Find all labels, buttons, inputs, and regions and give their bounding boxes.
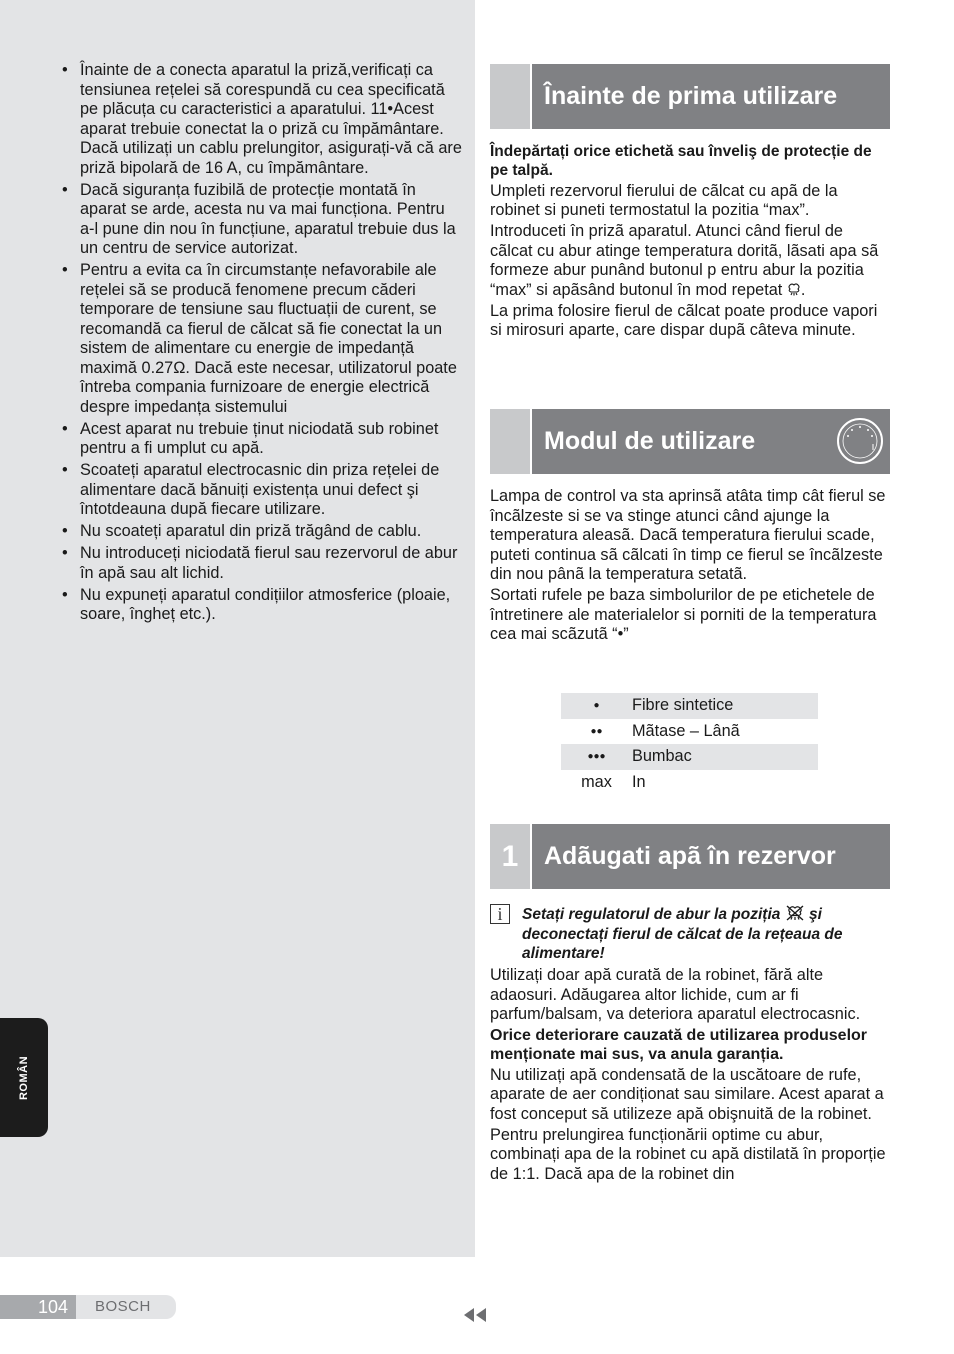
section-header-first-use [490, 64, 890, 129]
section-number-tab [490, 64, 530, 129]
info-icon: i [490, 904, 510, 924]
bullet-item: • Acest aparat nu trebuie ținut niciodată sub robinet pentru a fi umplut cu apă. [62, 420, 462, 459]
temperature-symbol: max [581, 772, 612, 791]
bullet-item: • Dacă siguranța fuzibilă de protecție montată în aparat se arde, acesta nu va mai funcționa. Pentru a-l pune din nou în funcțiune, aparatul trebuie dus la un centru de service autorizat. [62, 181, 462, 259]
section-number-tab [490, 409, 530, 474]
section-title-bar [530, 824, 890, 889]
temperature-table [561, 693, 818, 795]
paragraph: Introduceti în prizã aparatul. Atunci când fierul de cãlcat cu abur atinge temperatura doritã, lãsati apa sã formeze abur punând butonul p entru abur la pozitia “max” si apãsând butonul în mod repetat . [490, 222, 879, 299]
section-title: Înainte de prima utilizare [544, 82, 838, 110]
section-header-add-water [490, 824, 890, 889]
bold-intro: Îndepărtați orice etichetă sau înveliş de protecție de pe talpă. [490, 143, 872, 179]
fabric-label: Fibre sintetice [632, 693, 818, 719]
warning-bold: Orice deteriorare cauzată de utilizarea produselor menționate mai sus, va anula garanția. [490, 1027, 868, 1063]
paragraph: Lampa de control va sta aprinsã atâta timp cât fierul se încãlzeste si se va stinge atunci când ajunge la temperatura aleasã. Dacã temperatura fierului scade, puteti continua sã cãlcati în timp ce fierul se încãlzeste din nou pânã la temperatura setatã. [490, 487, 886, 583]
bullet-item: • Nu introduceți niciodată fierul sau rezervorul de abur în apă sau alt lichid. [62, 544, 462, 583]
page-number-badge [0, 1295, 76, 1319]
paragraph: Umpleti rezervorul fierului de cãlcat cu apã de la robinet si puneti termostatul la pozitia “max”. [490, 181, 838, 219]
temperature-symbol: ●●● [561, 744, 632, 770]
fabric-label: Bumbac [632, 744, 818, 770]
bullet-item: • Scoateți aparatul electrocasnic din priza rețelei de alimentare dacă bănuiți existența unui defect şi întotdeauna după fiecare utilizare. [62, 461, 462, 520]
temperature-symbol: ● [561, 693, 632, 719]
table-row [561, 693, 818, 719]
paragraph: Sortati rufele pe baza simbolurilor de pe etichetele de întretinere ale materialelor si porniti de la temperatura cea mai scãzutã “•” [490, 586, 877, 643]
section-body-usage [490, 487, 890, 646]
steam-burst-icon [787, 283, 801, 296]
left-panel [0, 0, 475, 1257]
language-tab [0, 1018, 48, 1137]
brand-badge [76, 1295, 176, 1319]
paragraph: La prima folosire fierul de cãlcat poate produce vapori si mirosuri aparte, care dispar dupã câteva minute. [490, 301, 878, 339]
paragraph: Nu utilizați apă condensată de la uscătoare de rufe, aparate de aer condiționat sau similare. Acest aparat a fost conceput să utilizeze apă obişnuită de la robinet. [490, 1065, 884, 1123]
section-number-tab: 1 [490, 824, 530, 889]
table-row [561, 744, 818, 770]
fabric-label: In [632, 772, 646, 791]
page-number: 104 [37, 1297, 68, 1317]
info-note: Setați regulatorul de abur la poziția şi deconectați fierul de călcat de la rețeaua de alimentare! [522, 906, 843, 962]
section-header-usage [490, 409, 890, 474]
bullet-item: • Nu expuneți aparatul condițiilor atmosferice (ploaie, soare, îngheț etc.). [62, 586, 462, 625]
section-title: Modul de utilizare [544, 427, 756, 455]
brand-name: BOSCH [95, 1298, 151, 1315]
safety-bullet-list [62, 61, 462, 627]
section-title-bar [530, 64, 890, 129]
bullet-item: • Înainte de a conecta aparatul la priză,verificați ca tensiunea rețelei să corespundă cu cea specificată pe plăcuța cu caracteristici a aparatului. 11•Acest aparat trebuie conectat la o priză cu împământare. Dacă utilizați un cablu prelungitor, asigurați-vă că are priză bipolară de 16 A, cu împământare. [62, 61, 462, 178]
section-title: Adãugati apã în rezervor [544, 842, 836, 870]
previous-page-icon[interactable] [462, 1306, 492, 1324]
paragraph: Utilizați doar apă curată de la robinet, fără alte adaosuri. Adăugarea altor lichide, cum ar fi parfum/balsam, va deteriora aparatul electrocasnic. [490, 966, 861, 1023]
table-row [561, 770, 818, 796]
language-tab-label: ROMÂN [18, 1055, 30, 1101]
bullet-item: • Nu scoateți aparatul din priză trăgând de cablu. [62, 522, 462, 542]
temperature-dial-icon [836, 417, 884, 465]
bullet-item: • Pentru a evita ca în circumstanțe nefavorabile ale rețelei să se producă fenomene precum căderi temporare de tensiune sau fluctuații de curent, se recomandă ca fierul de călcat să fie conectat la un sistem de alimentare cu energie de impedanță maximă 0.27Ω. Dacă este necesar, utilizatorul poate întreba compania furnizoare de energie electrică despre impedanța sistemului [62, 261, 462, 417]
paragraph: Pentru prelungirea funcționării optime cu abur, combinați apa de la robinet cu apă distilată în proporție de 1:1. Dacă apa de la robinet din [490, 1125, 886, 1183]
fabric-label: Mãtase – Lânã [632, 721, 740, 740]
table-row [561, 719, 818, 745]
section-body-add-water [490, 966, 890, 1186]
section-title-bar [530, 409, 890, 474]
temperature-symbol: ●● [590, 725, 603, 737]
steam-off-icon [785, 905, 805, 921]
section-body-first-use [490, 142, 890, 342]
